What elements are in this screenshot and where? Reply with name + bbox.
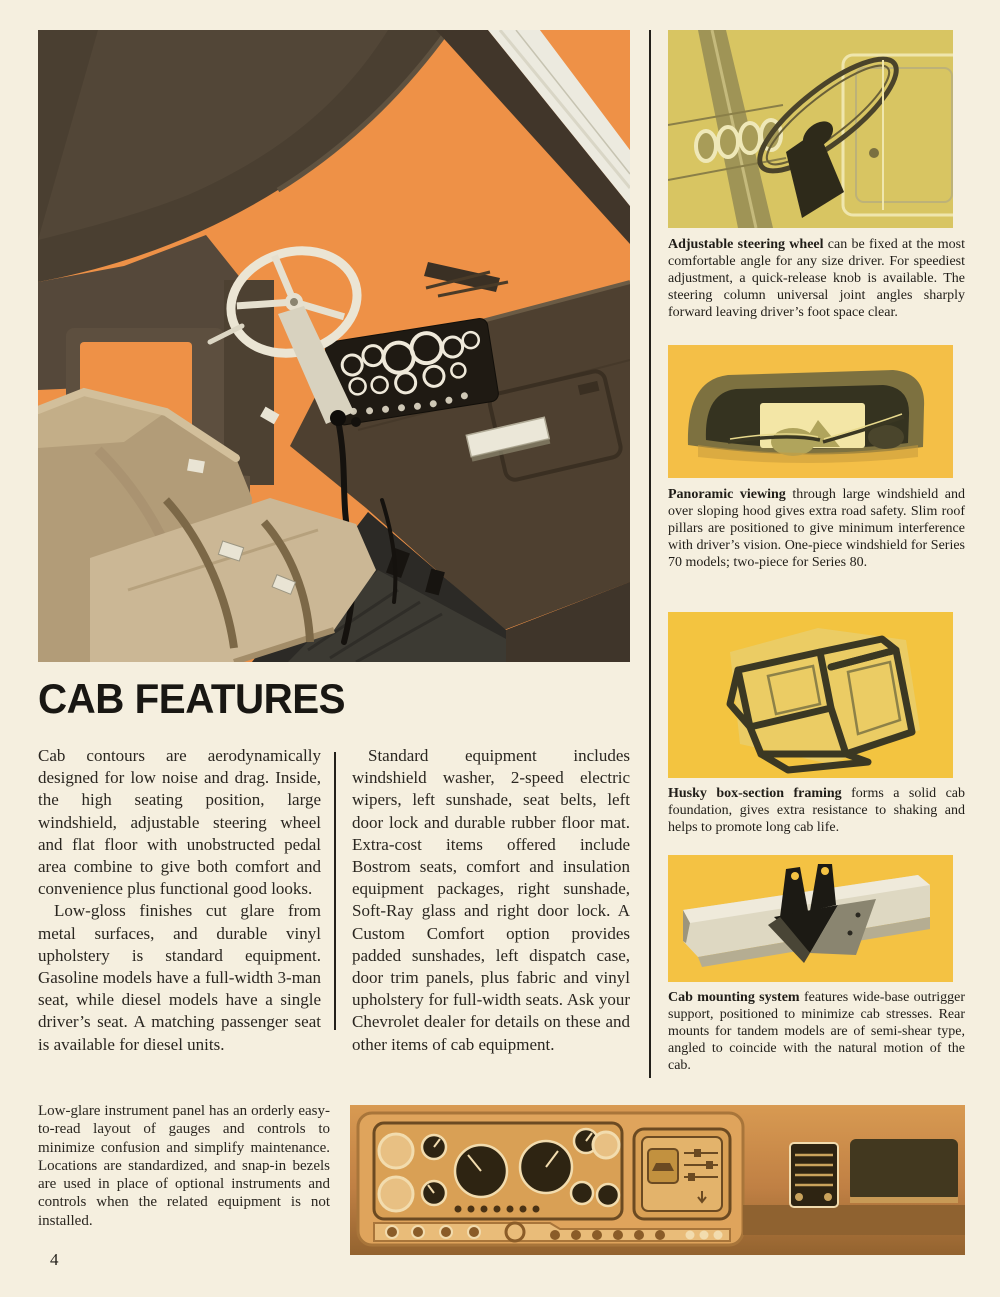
caption-text: can be fixed at the most comfortable angle for any size driver. For speediest adjustment, a quick-release knob is available. The steering column universal joint angles sharply forward leaving driver’s foot space clear. [668,237,965,320]
cab-mounting-photo [668,855,953,982]
body-paragraph: Standard equipment includes windshield washer, 2-speed electric wipers, left sunshade, seat belts, left door lock and durable rubber floor mat. Extra-cost items offered include Bostrom seats, comfort and insulation equipment packages, right sunshade, Soft-Ray glass and right door lock. A Custom Comfort option provides padded sunshades, left dispatch case, door trim panels, plus fabric and vinyl upholstery for full-width seats. Ask your Chevrolet dealer for details on these and other items of cab equipment. [352,746,630,1054]
instrument-panel-photo [350,1105,965,1255]
column-divider-rule [334,752,336,1030]
box-section-framing-photo [668,612,953,778]
body-paragraph: Low-gloss finishes cut glare from metal surfaces, and durable vinyl upholstery is standard equipment. Gasoline models have a full-width 3-man seat, while diesel models have a single driver’s seat. A matching passenger seat is available for diesel units. [38,901,321,1054]
body-paragraph: Cab contours are aerodynamically designed for low noise and drag. Inside, the high seating position, large windshield, adjustable steering wheel and flat floor with unobstructed pedal area combine to give both comfort and convenience plus functional good looks. [38,746,321,899]
caption-lead: Adjustable steering wheel [668,237,824,252]
figure-caption [668,487,965,572]
page-title: CAB FEATURES [38,675,346,722]
cab-interior-photo [38,30,630,662]
body-column-1 [38,745,321,1056]
sidebar-divider-rule [649,30,651,1078]
adjustable-steering-wheel-photo [668,30,953,228]
caption-lead: Panoramic viewing [668,487,786,502]
caption-lead: Cab mounting system [668,990,800,1005]
body-column-2 [352,745,630,1056]
figure-caption [668,786,965,837]
panoramic-windshield-photo [668,345,953,478]
cab-interior-illustration [38,30,630,662]
figure-caption [668,237,965,322]
page-number: 4 [50,1250,59,1269]
caption-text: forms a solid cab foundation, gives extra resistance to shaking and helps to promote long cab life. [668,786,965,835]
figure-caption [668,990,965,1075]
caption-text: through large windshield and over sloping hood gives extra road safety. Slim roof pillars are positioned to give minimum interference with driver’s vision. One-piece windshield for Series 70 models; two-piece for Series 80. [668,487,965,570]
instrument-panel-paragraph: Low-glare instrument panel has an orderly easy-to-read layout of gauges and controls to minimize confusion and simplify maintenance. Locations are standardized, and snap-in bezels are used in place of optional instruments and controls when the related equipment is not installed. [38,1103,330,1229]
caption-lead: Husky box-section framing [668,786,842,801]
caption-text: features wide-base outrigger support, positioned to minimize cab stresses. Rear mounts for tandem models are of semi-shear type, angled to coincide with the natural motion of the cab. [668,990,965,1073]
